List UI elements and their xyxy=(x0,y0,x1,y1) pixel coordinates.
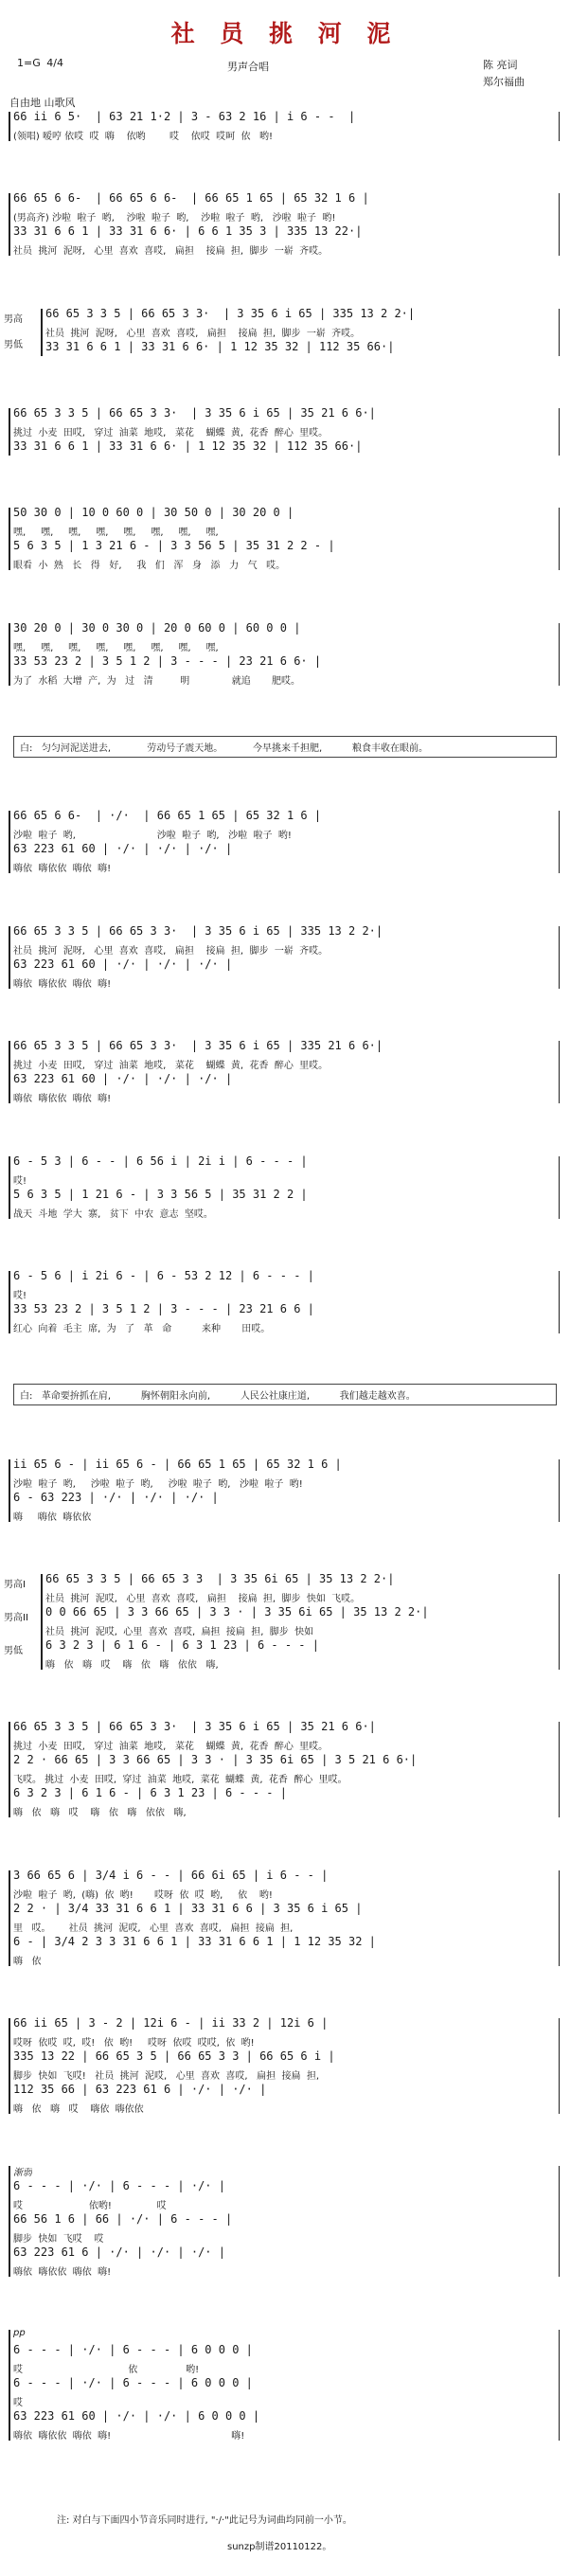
notation-line: 33 53 23 2 | 3 5 1 2 | 3 - - - | 23 21 6 6 | xyxy=(13,1301,314,1315)
notation-line: 33 31 6 6 1 | 33 31 6 6· | 6 6 1 35 3 | 335 13 22·| xyxy=(13,224,363,239)
system-end-barline xyxy=(559,1870,560,1966)
notation-line: 66 ii 6 5· | 63 21 1·2 | 3 - 63 2 16 | i 6 - - | xyxy=(13,110,356,123)
notation-line: 66 56 1 6 | 66 | ·/· | 6 - - - | xyxy=(13,2212,233,2227)
system-end-barline xyxy=(559,623,560,686)
part-label: 男高 xyxy=(4,313,23,325)
notation-line: 33 53 23 2 | 3 5 1 2 | 3 - - - | 23 21 6 6· | xyxy=(13,653,322,668)
system-barline xyxy=(9,1156,10,1219)
lyric-line: 哎! xyxy=(13,1290,27,1301)
system-end-barline xyxy=(559,1156,560,1219)
lyric-line: 哎 xyxy=(13,2397,23,2408)
lyric-line: 嗨 依 嗨 哎 嗨 依 嗨 依依 嗨, xyxy=(45,1659,219,1671)
notation-line: 5 6 3 5 | 1 3 21 6 - | 3 3 56 5 | 35 31 2 2 - | xyxy=(13,539,335,553)
lyric-line: 红心 向着 毛主 席, 为 了 革 命 来种 田哎。 xyxy=(13,1323,271,1334)
spoken-text-box: 白: 匀匀河泥送进去, 劳动号子震天地。 今早挑来千担肥, 粮食丰收在眼前。 xyxy=(13,736,557,758)
system-barline xyxy=(9,2018,10,2114)
dynamic-marking: 渐弱 xyxy=(13,2168,32,2179)
notation-line: 2 2 · | 3/4 33 31 6 6 1 | 33 31 6 6 | 3 35 6 i 65 | xyxy=(13,1901,363,1915)
system-end-barline xyxy=(559,1574,560,1670)
part-label: 男低 xyxy=(4,1645,23,1656)
lyricist: 陈 亮词 xyxy=(483,59,518,71)
lyric-line: 社员 挑河 泥哎, 心里 喜欢 喜哎, 扁担 接扁 担, 脚步 快如 xyxy=(45,1626,314,1637)
lyric-line: 嗨 依 嗨 哎 嗨依 嗨依依 xyxy=(13,2103,144,2115)
system-barline xyxy=(9,1041,10,1103)
system-barline xyxy=(9,1459,10,1522)
notation-line: 33 31 6 6 1 | 33 31 6 6· | 1 12 35 32 | 112 35 66·| xyxy=(45,339,395,353)
system-end-barline xyxy=(559,811,560,873)
system-end-barline xyxy=(559,1722,560,1817)
lyric-line: (领唱) 嗳哼 依哎 哎 嗨 依哟 哎 依哎 哎呵 依 哟! xyxy=(13,132,273,142)
system-end-barline xyxy=(559,2166,560,2277)
system-barline xyxy=(9,811,10,873)
lyric-line: 嗨依 嗨依依 嗨依 嗨! 嗨! xyxy=(13,2430,245,2442)
notation-line: 66 65 6 6- | ·/· | 66 65 1 65 | 65 32 1 6 | xyxy=(13,809,322,823)
system-barline xyxy=(9,408,10,456)
lyric-line: 脚步 快如 飞哎 哎 xyxy=(13,2234,104,2245)
notation-line: 63 223 61 60 | ·/· | ·/· | ·/· | xyxy=(13,842,233,856)
lyric-line: 战天 斗地 学大 寨, 贫下 中农 意志 坚哎。 xyxy=(13,1208,213,1220)
lyric-line: 挑过 小麦 田哎, 穿过 油菜 地哎, 菜花 蝴蝶 黄, 花香 醉心 里哎。 xyxy=(13,428,329,439)
system-end-barline xyxy=(559,309,560,356)
lyric-line: (男高齐) 沙啦 啦子 哟, 沙啦 啦子 哟, 沙啦 啦子 哟, 沙啦 啦子 哟! xyxy=(13,213,336,224)
lyric-line: 嗨 依 xyxy=(13,1956,42,1967)
notation-line: 6 - | 3/4 2 3 3 31 6 6 1 | 33 31 6 6 1 | 1 12 35 32 | xyxy=(13,1934,376,1948)
lyric-line: 哎 依哟! 哎 xyxy=(13,2201,167,2212)
system-barline xyxy=(9,623,10,686)
lyric-line: 社员 挑河 泥呀, 心里 喜欢 喜哎, 扁担 接扁 担, 脚步 一崭 齐哎。 xyxy=(13,246,329,258)
notation-line: 63 223 61 60 | ·/· | ·/· | 6 0 0 0 | xyxy=(13,2408,260,2423)
subtitle: 男声合唱 xyxy=(227,61,269,73)
tempo-marking-1: 自由地 山歌风 xyxy=(9,97,76,109)
notation-line: 66 65 6 6- | 66 65 6 6- | 66 65 1 65 | 65 32 1 6 | xyxy=(13,191,369,206)
page-title: 社 员 挑 河 泥 xyxy=(170,20,400,47)
system-barline xyxy=(9,2330,10,2441)
notation-line: 5 6 3 5 | 1 21 6 - | 3 3 56 5 | 35 31 2 2 | xyxy=(13,1187,308,1201)
notation-line: 0 0 66 65 | 3 3 66 65 | 3 3 · | 3 35 6i 65 | 35 13 2 2·| xyxy=(45,1604,429,1619)
lyric-line: 沙啦 啦子 哟, 沙啦 啦子 哟, 沙啦 啦子 哟, 沙啦 啦子 哟! xyxy=(13,1478,303,1490)
system-barline xyxy=(9,926,10,989)
lyric-line: 脚步 快如 飞哎! 社员 挑河 泥哎, 心里 喜欢 喜哎, 扁担 接扁 担, xyxy=(13,2070,320,2082)
system-barline xyxy=(9,508,10,570)
lyric-line: 哎! xyxy=(13,1175,27,1187)
system-barline xyxy=(9,2166,10,2277)
notation-line: 3 66 65 6 | 3/4 i 6 - - | 66 6i 65 | i 6 - - | xyxy=(13,1868,329,1882)
key-text: 1=G xyxy=(17,57,41,69)
part-label: 男高II xyxy=(4,1612,28,1623)
lyric-line: 眼看 小 熟 长 得 好, 我 们 浑 身 添 力 气 哎。 xyxy=(13,561,286,572)
lyric-line: 挑过 小麦 田哎, 穿过 油菜 地哎, 菜花 蝴蝶 黄, 花香 醉心 里哎。 xyxy=(13,1061,329,1072)
system-end-barline xyxy=(559,2018,560,2114)
notation-line: 6 3 2 3 | 6 1 6 - | 6 3 1 23 | 6 - - - | xyxy=(45,1637,319,1652)
spoken-text-box: 白: 革命要拚抓在肩, 胸怀朝阳永向前, 人民公社康庄道, 我们越走越欢喜。 xyxy=(13,1384,557,1405)
notation-line: 30 20 0 | 30 0 30 0 | 20 0 60 0 | 60 0 0 | xyxy=(13,620,301,635)
notation-line: 66 ii 65 | 3 - 2 | 12i 6 - | ii 33 2 | 12i 6 | xyxy=(13,2015,329,2030)
system-barline xyxy=(9,1271,10,1333)
system-barline xyxy=(41,309,43,356)
key-signature xyxy=(17,57,63,69)
footnote: 注: 对白与下面四小节音乐同时进行, "·/·"此记号为词曲均同前一小节。 xyxy=(57,2515,352,2526)
lyric-line: 哎呀 依哎 哎, 哎! 依 哟! 哎呀 依哎 哎哎, 依 哟! xyxy=(13,2037,255,2048)
system-barline xyxy=(9,112,10,141)
notation-line: 335 13 22 | 66 65 3 5 | 66 65 3 3 | 66 65 6 i | xyxy=(13,2048,335,2063)
system-end-barline xyxy=(559,1459,560,1522)
lyric-line: 嗨依 嗨依依 嗨依 嗨! xyxy=(13,864,112,875)
notation-line: 63 223 61 6 | ·/· | ·/· | ·/· | xyxy=(13,2245,225,2260)
lyric-line: 里 哎。 社员 挑河 泥哎, 心里 喜欢 喜哎, 扁担 接扁 担, xyxy=(13,1923,294,1934)
dynamic-marking: pp xyxy=(13,2327,26,2338)
system-end-barline xyxy=(559,508,560,570)
system-end-barline xyxy=(559,2330,560,2441)
lyric-line: 嘿, 嘿, 嘿, 嘿, 嘿, 嘿, 嘿, 嘿, xyxy=(13,642,219,653)
notation-line: 63 223 61 60 | ·/· | ·/· | ·/· | xyxy=(13,1072,233,1086)
lyric-line: 社员 挑河 泥呀, 心里 喜欢 喜哎, 扁担 接扁 担, 脚步 一崭 齐哎。 xyxy=(13,945,329,957)
lyric-line: 社员 挑河 泥哎, 心里 喜欢 喜哎, 扁担 接扁 担, 脚步 快如 飞哎。 xyxy=(45,1593,361,1604)
notation-line: 112 35 66 | 63 223 61 6 | ·/· | ·/· | xyxy=(13,2082,267,2096)
system-end-barline xyxy=(559,112,560,141)
meter-text: 4/4 xyxy=(46,57,63,69)
notation-line: 63 223 61 60 | ·/· | ·/· | ·/· | xyxy=(13,957,233,971)
system-end-barline xyxy=(559,926,560,989)
system-barline xyxy=(9,1722,10,1817)
system-end-barline xyxy=(559,193,560,256)
part-label: 男高I xyxy=(4,1579,26,1590)
notation-line: 66 65 3 3 5 | 66 65 3 3· | 3 35 6 i 65 | 335 13 2 2·| xyxy=(13,923,383,938)
notation-line: 6 - - - | ·/· | 6 - - - | 6 0 0 0 | xyxy=(13,2375,253,2389)
signature: sunzp制谱20110122。 xyxy=(227,2542,332,2552)
system-end-barline xyxy=(559,1041,560,1103)
notation-line: 6 - 5 6 | i 2i 6 - | 6 - 53 2 12 | 6 - - - | xyxy=(13,1268,314,1282)
system-barline xyxy=(9,1870,10,1966)
notation-line: 6 - - - | ·/· | 6 - - - | ·/· | xyxy=(13,2179,225,2193)
notation-line: 6 - - - | ·/· | 6 - - - | 6 0 0 0 | xyxy=(13,2342,253,2356)
notation-line: 66 65 3 3 5 | 66 65 3 3 | 3 35 6i 65 | 35 13 2 2·| xyxy=(45,1571,395,1585)
lyric-line: 沙啦 啦子 哟, 沙啦 啦子 哟, 沙啦 啦子 哟! xyxy=(13,831,292,842)
lyric-line: 沙啦 啦子 哟, (嗨) 依 哟! 哎呀 依 哎 哟, 依 哟! xyxy=(13,1889,273,1901)
notation-line: 66 65 3 3 5 | 66 65 3 3· | 3 35 6 i 65 | 35 21 6 6·| xyxy=(13,406,376,420)
system-end-barline xyxy=(559,1271,560,1333)
lyric-line: 社员 挑河 泥呀, 心里 喜欢 喜哎, 扁担 接扁 担, 脚步 一崭 齐哎。 xyxy=(45,328,361,339)
lyric-line: 嘿, 嘿, 嘿, 嘿, 嘿, 嘿, 嘿, 嘿, xyxy=(13,528,219,539)
notation-line: 6 3 2 3 | 6 1 6 - | 6 3 1 23 | 6 - - - | xyxy=(13,1786,287,1800)
lyric-line: 为了 水稻 大增 产, 为 过 清 明 就追 肥哎。 xyxy=(13,675,301,687)
system-end-barline xyxy=(559,408,560,456)
lyric-line: 挑过 小麦 田哎, 穿过 油菜 地哎, 菜花 蝴蝶 黄, 花香 醉心 里哎。 xyxy=(13,1742,329,1753)
notation-line: 2 2 · 66 65 | 3 3 66 65 | 3 3 · | 3 35 6i 65 | 3 5 21 6 6·| xyxy=(13,1753,418,1767)
lyric-line: 嗨依 嗨依依 嗨依 嗨! xyxy=(13,978,112,990)
notation-line: 50 30 0 | 10 0 60 0 | 30 50 0 | 30 20 0 | xyxy=(13,506,294,520)
notation-line: 33 31 6 6 1 | 33 31 6 6· | 1 12 35 32 | 112 35 66·| xyxy=(13,439,363,454)
notation-line: 6 - 63 223 | ·/· | ·/· | ·/· | xyxy=(13,1490,219,1504)
lyric-line: 嗨依 嗨依依 嗨依 嗨! xyxy=(13,1094,112,1105)
lyric-line: 哎 依 哟! xyxy=(13,2364,200,2375)
notation-line: 66 65 3 3 5 | 66 65 3 3· | 3 35 6 i 65 | 335 13 2 2·| xyxy=(45,306,416,320)
notation-line: ii 65 6 - | ii 65 6 - | 66 65 1 65 | 65 32 1 6 | xyxy=(13,1457,342,1471)
part-label: 男低 xyxy=(4,339,23,350)
system-barline xyxy=(41,1574,43,1670)
notation-line: 6 - 5 3 | 6 - - | 6 56 i | 2i i | 6 - - - | xyxy=(13,1154,308,1168)
lyric-line: 飞哎。 挑过 小麦 田哎, 穿过 油菜 地哎, 菜花 蝴蝶 黄, 花香 醉心 里哎。 xyxy=(13,1775,347,1786)
lyric-line: 嗨依 嗨依依 嗨依 嗨! xyxy=(13,2267,112,2279)
system-barline xyxy=(9,193,10,256)
composer: 郑尔福曲 xyxy=(483,76,525,88)
lyric-line: 嗨 依 嗨 哎 嗨 依 嗨 依依 嗨, xyxy=(13,1808,187,1819)
notation-line: 66 65 3 3 5 | 66 65 3 3· | 3 35 6 i 65 | 335 21 6 6·| xyxy=(13,1039,383,1053)
lyric-line: 嗨 嗨依 嗨依依 xyxy=(13,1512,92,1523)
notation-line: 66 65 3 3 5 | 66 65 3 3· | 3 35 6 i 65 | 35 21 6 6·| xyxy=(13,1720,376,1734)
